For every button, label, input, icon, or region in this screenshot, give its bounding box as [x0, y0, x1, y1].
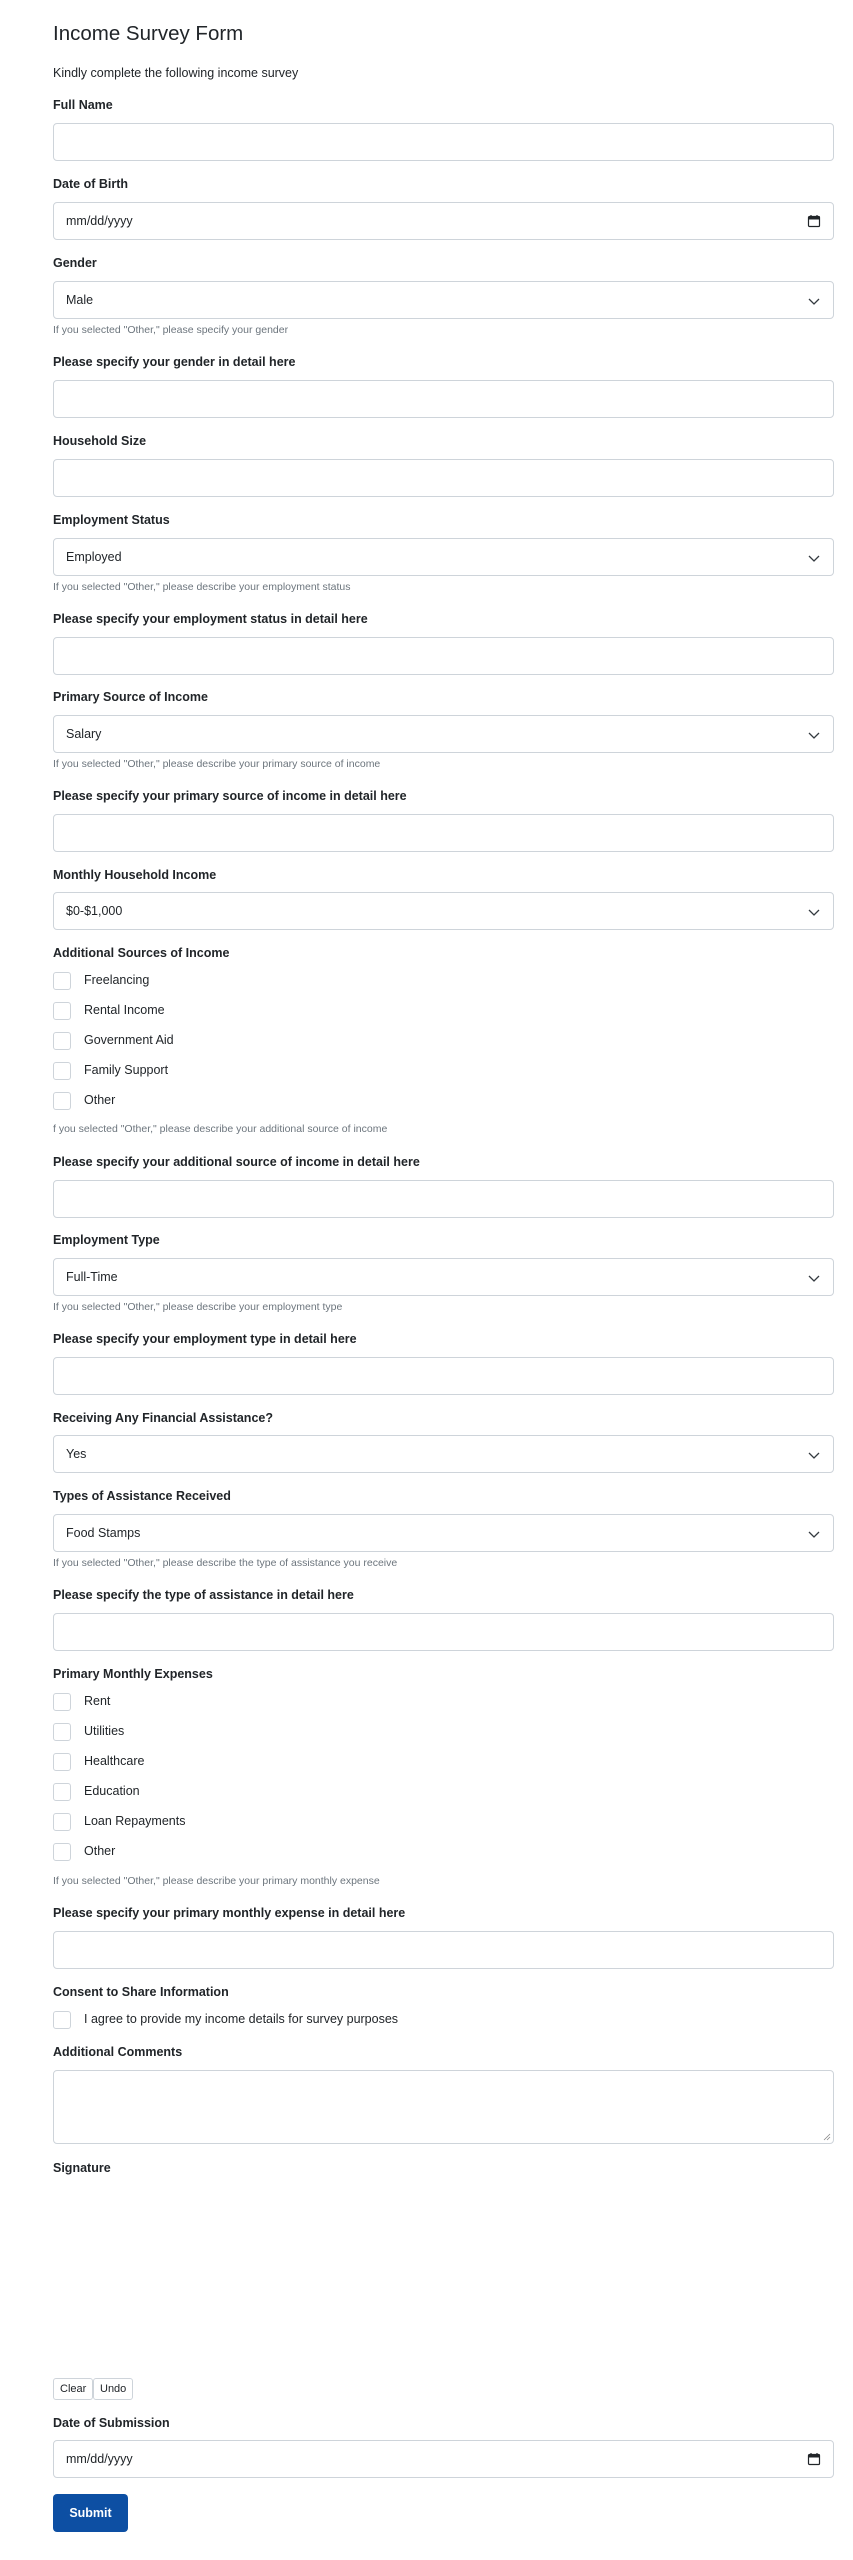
- monthly-income-value: $0-$1,000: [66, 904, 123, 918]
- form-subtitle: Kindly complete the following income survey: [53, 66, 299, 80]
- submission-date-input[interactable]: [53, 2440, 834, 2478]
- calendar-icon[interactable]: [807, 2452, 821, 2466]
- healthcare-label: Healthcare: [84, 1754, 145, 1768]
- employment-type-value: Full-Time: [66, 1270, 118, 1284]
- submission-date-label: Date of Submission: [53, 2416, 170, 2430]
- financial-assistance-label: Receiving Any Financial Assistance?: [53, 1411, 273, 1425]
- monthly-income-select[interactable]: [53, 892, 834, 930]
- employment-status-help: If you selected "Other," please describe your employment status: [53, 581, 351, 593]
- rental-income-checkbox[interactable]: [53, 1002, 71, 1020]
- assistance-type-value: Food Stamps: [66, 1526, 141, 1540]
- full-name-label: Full Name: [53, 98, 113, 112]
- consent-option-label: I agree to provide my income details for survey purposes: [84, 2012, 399, 2026]
- chevron-down-icon: [807, 1271, 821, 1285]
- calendar-icon[interactable]: [807, 214, 821, 228]
- employment-status-label: Employment Status: [53, 513, 170, 527]
- additional-other-checkbox[interactable]: [53, 1092, 71, 1110]
- expenses-other-checkbox[interactable]: [53, 1843, 71, 1861]
- monthly-income-label: Monthly Household Income: [53, 868, 217, 882]
- assistance-type-detail-label: Please specify the type of assistance in detail here: [53, 1588, 354, 1602]
- comments-textarea[interactable]: [53, 2070, 834, 2144]
- resize-grip-icon[interactable]: [823, 2133, 831, 2141]
- primary-income-detail-input[interactable]: [53, 814, 834, 852]
- employment-type-detail-label: Please specify your employment type in detail here: [53, 1332, 357, 1346]
- undo-signature-button[interactable]: Undo: [93, 2378, 133, 2400]
- dob-label: Date of Birth: [53, 177, 128, 191]
- family-support-checkbox[interactable]: [53, 1062, 71, 1080]
- employment-type-label: Employment Type: [53, 1233, 160, 1247]
- chevron-down-icon: [807, 1448, 821, 1462]
- healthcare-checkbox[interactable]: [53, 1753, 71, 1771]
- family-support-label: Family Support: [84, 1063, 169, 1077]
- additional-sources-detail-input[interactable]: [53, 1180, 834, 1218]
- assistance-type-label: Types of Assistance Received: [53, 1489, 231, 1503]
- primary-income-help: If you selected "Other," please describe your primary source of income: [53, 758, 381, 770]
- gender-help: If you selected "Other," please specify your gender: [53, 324, 289, 336]
- assistance-type-detail-input[interactable]: [53, 1613, 834, 1651]
- clear-signature-button[interactable]: Clear: [53, 2378, 93, 2400]
- education-checkbox[interactable]: [53, 1783, 71, 1801]
- loan-repayments-checkbox[interactable]: [53, 1813, 71, 1831]
- employment-type-help: If you selected "Other," please describe your employment type: [53, 1301, 343, 1313]
- comments-label: Additional Comments: [53, 2045, 183, 2059]
- utilities-label: Utilities: [84, 1724, 125, 1738]
- gender-label: Gender: [53, 256, 97, 270]
- chevron-down-icon: [807, 1527, 821, 1541]
- freelancing-checkbox[interactable]: [53, 972, 71, 990]
- chevron-down-icon: [807, 551, 821, 565]
- primary-income-detail-label: Please specify your primary source of income in detail here: [53, 789, 407, 803]
- utilities-checkbox[interactable]: [53, 1723, 71, 1741]
- gender-value: Male: [66, 293, 94, 307]
- gender-detail-input[interactable]: [53, 380, 834, 418]
- page-title: Income Survey Form: [53, 22, 244, 45]
- submission-date-placeholder: mm/dd/yyyy: [66, 2452, 133, 2466]
- employment-status-value: Employed: [66, 550, 122, 564]
- assistance-type-help: If you selected "Other," please describe the type of assistance you receive: [53, 1557, 398, 1569]
- government-aid-checkbox[interactable]: [53, 1032, 71, 1050]
- monthly-expenses-label: Primary Monthly Expenses: [53, 1667, 213, 1681]
- consent-checkbox[interactable]: [53, 2011, 71, 2029]
- government-aid-label: Government Aid: [84, 1033, 174, 1047]
- financial-assistance-select[interactable]: [53, 1435, 834, 1473]
- freelancing-label: Freelancing: [84, 973, 150, 987]
- employment-status-detail-input[interactable]: [53, 637, 834, 675]
- education-label: Education: [84, 1784, 140, 1798]
- dob-placeholder: mm/dd/yyyy: [66, 214, 133, 228]
- financial-assistance-value: Yes: [66, 1447, 87, 1461]
- rental-income-label: Rental Income: [84, 1003, 165, 1017]
- household-size-label: Household Size: [53, 434, 147, 448]
- additional-sources-help: f you selected "Other," please describe your additional source of income: [53, 1123, 388, 1135]
- additional-other-label: Other: [84, 1093, 116, 1107]
- loan-repayments-label: Loan Repayments: [84, 1814, 186, 1828]
- household-size-input[interactable]: [53, 459, 834, 497]
- chevron-down-icon: [807, 728, 821, 742]
- additional-sources-label: Additional Sources of Income: [53, 946, 230, 960]
- primary-income-value: Salary: [66, 727, 102, 741]
- dob-input[interactable]: [53, 202, 834, 240]
- full-name-input[interactable]: [53, 123, 834, 161]
- signature-pad[interactable]: [53, 2184, 834, 2374]
- expenses-other-label: Other: [84, 1844, 116, 1858]
- primary-income-label: Primary Source of Income: [53, 690, 208, 704]
- gender-detail-label: Please specify your gender in detail here: [53, 355, 296, 369]
- employment-status-select[interactable]: [53, 538, 834, 576]
- consent-label: Consent to Share Information: [53, 1985, 229, 1999]
- monthly-expenses-detail-input[interactable]: [53, 1931, 834, 1969]
- employment-type-select[interactable]: [53, 1258, 834, 1296]
- monthly-expenses-detail-label: Please specify your primary monthly expense in detail here: [53, 1906, 406, 1920]
- gender-select[interactable]: [53, 281, 834, 319]
- monthly-expenses-help: If you selected "Other," please describe your primary monthly expense: [53, 1875, 380, 1887]
- signature-label: Signature: [53, 2161, 111, 2175]
- chevron-down-icon: [807, 905, 821, 919]
- rent-checkbox[interactable]: [53, 1693, 71, 1711]
- employment-status-detail-label: Please specify your employment status in detail here: [53, 612, 368, 626]
- employment-type-detail-input[interactable]: [53, 1357, 834, 1395]
- chevron-down-icon: [807, 294, 821, 308]
- primary-income-select[interactable]: [53, 715, 834, 753]
- submit-button[interactable]: Submit: [53, 2494, 128, 2532]
- additional-sources-detail-label: Please specify your additional source of income in detail here: [53, 1155, 420, 1169]
- rent-label: Rent: [84, 1694, 111, 1708]
- assistance-type-select[interactable]: [53, 1514, 834, 1552]
